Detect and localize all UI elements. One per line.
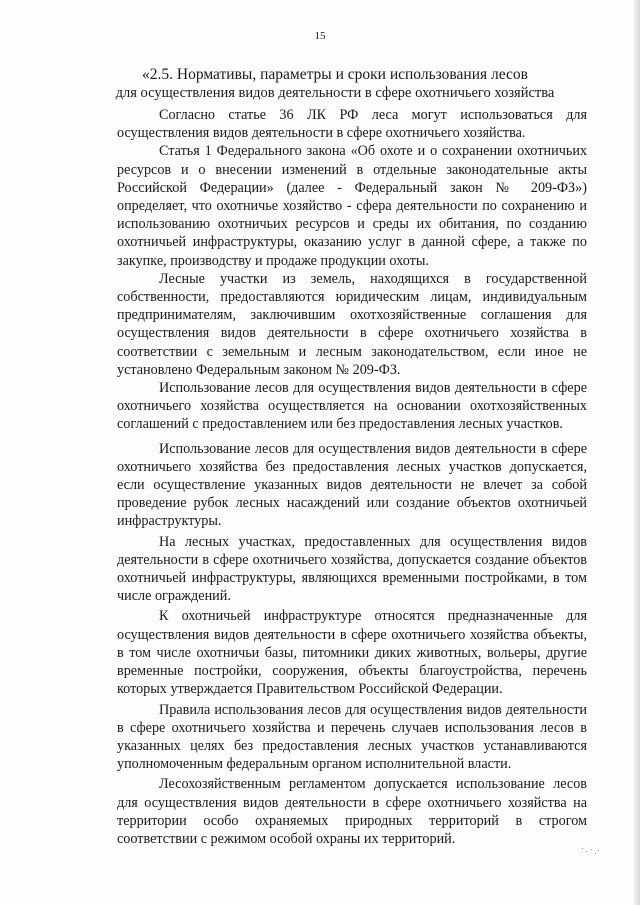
section-heading-line-1: «2.5. Нормативы, параметры и сроки использования лесов bbox=[142, 66, 528, 83]
paragraph: Правила использования лесов для осуществления видов деятельности в сфере охотничьего хозяйства и перечень случаев использования лесов в указанных целях без предоставления лесных участков устанавливаются уполномоченным федеральным органом исполнительной власти. bbox=[117, 701, 587, 773]
section-heading-line-2: для осуществления видов деятельности в сфере охотничьего хозяйства bbox=[115, 85, 555, 101]
paragraph: Лесохозяйственным регламентом допускается использование лесов для осуществления видов деятельности в сфере охотничьего хозяйства на территории особо охраняемых природных территорий в строгом соответствии с режимом особой охраны их территорий. bbox=[117, 776, 587, 847]
paragraph: Согласно статье 36 ЛК РФ леса могут использоваться для осуществления видов деятельности в сфере охотничьего хозяйства. bbox=[117, 107, 587, 142]
section-heading bbox=[100, 65, 570, 103]
paragraph: Использование лесов для осуществления видов деятельности в сфере охотничьего хозяйства без предоставления лесных участков допускается, если осуществление указанных видов деятельности не влечет за собой проведение рубок лесных насаждений или создание объектов охотничьей инфраструктуры. bbox=[117, 440, 587, 530]
scan-edge-shadow bbox=[634, 0, 640, 905]
page-number: 15 bbox=[314, 30, 326, 42]
scan-speckle bbox=[580, 847, 600, 855]
paragraph: На лесных участках, предоставленных для осуществления видов деятельности в сфере охотничьего хозяйства, допускается создание объектов охотничьей инфраструктуры, являющихся временными постройками, в том числе ограждений. bbox=[117, 533, 587, 605]
paragraph: Лесные участки из земель, находящихся в государственной собственности, предоставляются юридическим лицам, индивидуальным предпринимателям, заключившим охотхозяйственные соглашения для осуществления видов деятельности в сфере охотничьего хозяйства в соответствии с земельным и лесным законодательством, если иное не установлено Федеральным законом № 209-ФЗ. bbox=[117, 270, 587, 378]
paragraph: Использование лесов для осуществления видов деятельности в сфере охотничьего хозяйства осуществляется на основании охотхозяйственных соглашений с предоставлением или без предоставления лесных участков. bbox=[117, 380, 587, 433]
paragraph: Статья 1 Федерального закона «Об охоте и о сохранении охотничьих ресурсов и о внесении изменений в отдельные законодательные акты Российской Федерации» (далее - Федеральный закон № 209-ФЗ») определяет, что охотничье хозяйство - сфера деятельности по сохранению и использованию охотничьих ресурсов и среды их обитания, по созданию охотничьей инфраструктуры, оказанию услуг в данной сфере, а также по закупке, производству и продаже продукции охоты. bbox=[117, 143, 587, 269]
body-text bbox=[117, 106, 587, 848]
paragraph: К охотничьей инфраструктуре относятся предназначенные для осуществления видов деятельности в сфере охотничьего хозяйства объекты, в том числе охотничьи базы, питомники диких животных, вольеры, другие временные постройки, сооружения, объекты благоустройства, перечень которых утверждается Правительством Российской Федерации. bbox=[117, 608, 587, 698]
